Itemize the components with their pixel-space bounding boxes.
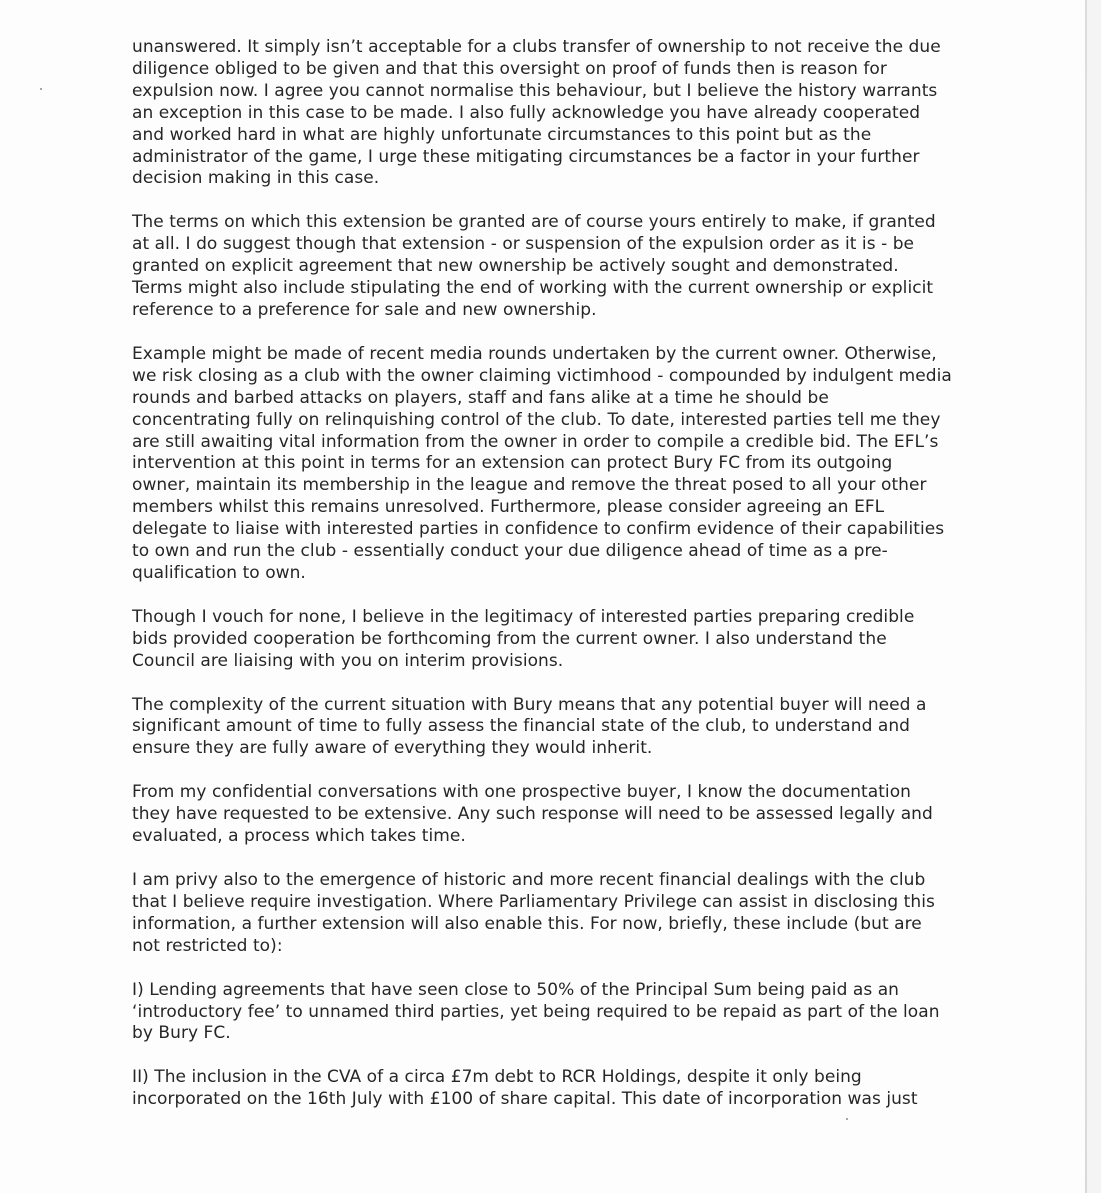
paragraph-confidential-conversations: From my confidential conversations with one prospective buyer, I know the documentation they have requested to be extensive. Any such response will need to be assessed legally and evaluated, a process which takes time. xyxy=(132,782,933,847)
paragraph-expulsion-exception: unanswered. It simply isn’t acceptable for a clubs transfer of ownership to not receive the due diligence obliged to be given and that this oversight on proof of funds then is reason for expulsion now. I agree you cannot normalise this behaviour, but I believe the history warrants an exception in this case to be made. I also fully acknowledge you have already cooperated and worked hard in what are highly unfortunate circumstances to this point but as the administrator of the game, I urge these mitigating circumstances be a factor in your further decision making in this case. xyxy=(132,37,941,189)
list-item-cva-debt: II) The inclusion in the CVA of a circa £7m debt to RCR Holdings, despite it only being incorporated on the 16th July with £100 of share capital. This date of incorporation was just xyxy=(132,1067,918,1110)
page-margin-shadow xyxy=(1087,0,1101,1193)
scan-speck xyxy=(846,1118,848,1120)
scan-speck xyxy=(40,88,42,90)
paragraph-complexity: The complexity of the current situation with Bury means that any potential buyer will need a significant amount of time to fully assess the financial state of the club, to understand and ensure they are fully aware of everything they would inherit. xyxy=(132,694,927,759)
paragraph-media-rounds: Example might be made of recent media rounds undertaken by the current owner. Otherwise, we risk closing as a club with the owner claiming victimhood - compounded by indulgent media rounds and barbed attacks on players, staff and fans alike at a time he should be concentrating fully on relinquishing control of the club. To date, interested parties tell me they are still awaiting vital information from the owner in order to compile a credible bid. The EFL’s intervention at this point in terms for an extension can protect Bury FC from its outgoing owner, maintain its membership in the league and remove the threat posed to all your other members whilst this remains unresolved. Furthermore, please consider agreeing an EFL delegate to liaise with interested parties in confidence to confirm evidence of their capabilities to own and run the club - essentially conduct your due diligence ahead of time as a pre- qualification to own. xyxy=(132,343,952,583)
list-item-lending-agreements: I) Lending agreements that have seen close to 50% of the Principal Sum being paid as an ‘introductory fee’ to unnamed third parties, yet being required to be repaid as part of the loan by Bury FC. xyxy=(132,979,940,1044)
paragraph-financial-dealings: I am privy also to the emergence of historic and more recent financial dealings with the club that I believe require investigation. Where Parliamentary Privilege can assist in disclosing this information, a further extension will also enable this. For now, briefly, these include (but are not restricted to): xyxy=(132,870,935,956)
letter-body xyxy=(132,37,992,1133)
paragraph-interested-parties: Though I vouch for none, I believe in the legitimacy of interested parties preparing credible bids provided cooperation be forthcoming from the current owner. I also understand the Council are liaising with you on interim provisions. xyxy=(132,606,915,671)
paragraph-extension-terms: The terms on which this extension be granted are of course yours entirely to make, if granted at all. I do suggest though that extension - or suspension of the expulsion order as it is - be granted on explicit agreement that new ownership be actively sought and demonstrated. Terms might also include stipulating the end of working with the current ownership or explicit reference to a preference for sale and new ownership. xyxy=(132,212,936,320)
page-edge xyxy=(1085,0,1087,1193)
